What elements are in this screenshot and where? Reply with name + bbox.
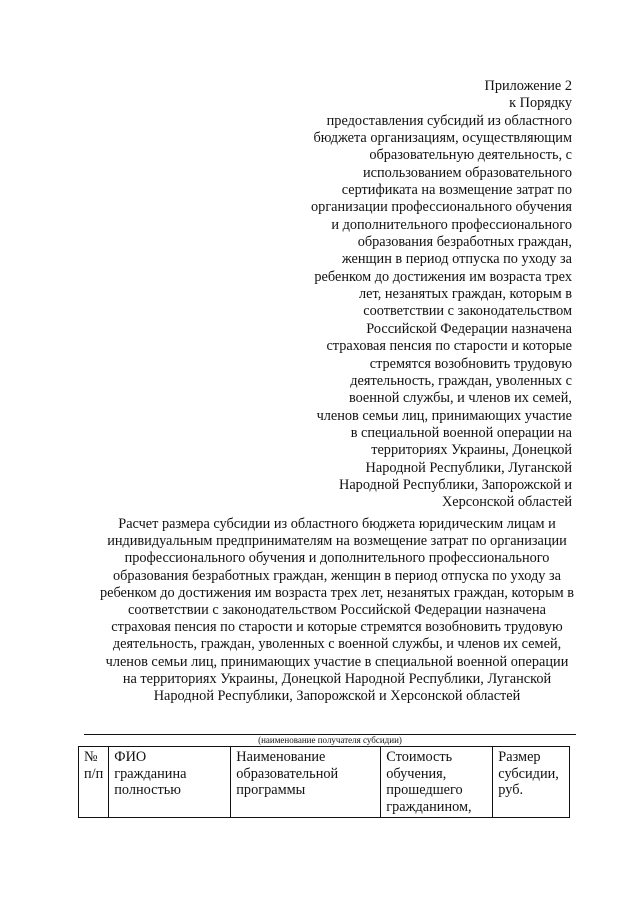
appendix-line: территориях Украины, Донецкой	[371, 442, 572, 459]
appendix-line: деятельность, граждан, уволенных с	[350, 372, 572, 389]
appendix-line: Народной Республики, Запорожской и	[339, 476, 572, 493]
title-line: деятельность, граждан, уволенных с военной службы, и членов их семей,	[112, 636, 562, 653]
title-line: профессионального обучения и дополнительного профессионального	[124, 550, 550, 567]
appendix-line: и дополнительного профессионального	[331, 216, 572, 233]
col-header-cost: Стоимость обучения, прошедшего гражданином,	[381, 747, 493, 818]
appendix-line: бюджета организациям, осуществляющим	[313, 130, 572, 147]
appendix-line: Российской Федерации назначена	[366, 320, 572, 337]
title-line: страховая пенсия по старости и которые стремятся возобновить трудовую	[111, 619, 563, 636]
table-header-row	[79, 747, 570, 818]
recipient-caption: (наименование получателя субсидии)	[258, 735, 402, 745]
title-line: Расчет размера субсидии из областного бюджета юридическим лицам и	[118, 516, 556, 532]
col-header-subsidy-amount: Размер субсидии, руб.	[493, 747, 570, 818]
title-line: образования безработных граждан, женщин в период отпуска по уходу за	[113, 567, 561, 584]
appendix-line: военной службы, и членов их семей,	[348, 390, 572, 407]
col-header-number: № п/п	[79, 747, 109, 818]
appendix-line: Херсонской областей	[441, 494, 572, 511]
subsidy-table	[78, 746, 570, 818]
appendix-line: членов семьи лиц, принимающих участие	[316, 407, 572, 424]
title-line: членов семьи лиц, принимающих участие в специальной военной операции	[105, 653, 569, 670]
col-header-full-name: ФИО гражданина полностью	[109, 747, 231, 818]
appendix-line: к Порядку	[509, 95, 572, 112]
appendix-line: в специальной военной операции на	[350, 424, 572, 441]
appendix-line: женщин в период отпуска по уходу за	[341, 251, 572, 268]
appendix-line: организации профессионального обучения	[311, 199, 572, 216]
document-title	[82, 516, 592, 705]
appendix-line: предоставления субсидий из областного	[326, 112, 572, 129]
title-line: соответствии с законодательством Российской Федерации назначена	[128, 602, 546, 619]
appendix-line: Приложение 2	[484, 78, 572, 94]
appendix-line: образования безработных граждан,	[357, 234, 572, 251]
title-line: Народной Республики, Запорожской и Херсонской областей	[153, 688, 521, 705]
title-line: индивидуальным предпринимателям на возмещение затрат по организации	[107, 533, 567, 550]
appendix-line: ребенком до достижения им возраста трех	[314, 268, 572, 285]
appendix-line: соответствии с законодательством	[363, 303, 572, 320]
appendix-line: стремятся возобновить трудовую	[369, 355, 572, 372]
appendix-line: страховая пенсия по старости и которые	[326, 338, 572, 355]
appendix-line: Народной Республики, Луганской	[365, 459, 572, 476]
title-line: на территориях Украины, Донецкой Народной Республики, Луганской	[122, 670, 552, 687]
col-header-program: Наименование образовательной программы	[231, 747, 381, 818]
appendix-line: сертификата на возмещение затрат по	[341, 182, 572, 199]
title-line: ребенком до достижения им возраста трех лет, незанятых граждан, которым в	[99, 584, 575, 601]
appendix-header	[272, 78, 572, 512]
appendix-line: лет, незанятых граждан, которым в	[359, 286, 572, 303]
appendix-line: образовательную деятельность, с	[369, 147, 572, 164]
appendix-line: использованием образовательного	[362, 164, 572, 181]
